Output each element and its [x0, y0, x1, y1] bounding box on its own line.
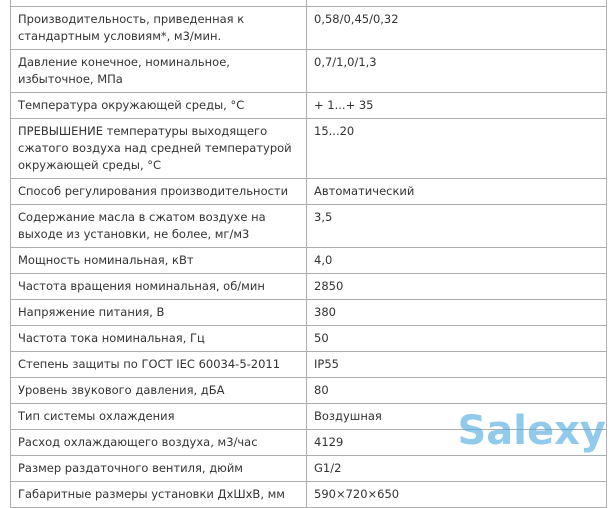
- spec-value: 3,5: [307, 205, 607, 248]
- spec-value: 2850: [307, 274, 607, 300]
- spec-value: G1/2: [307, 456, 607, 482]
- table-row: [11, 50, 607, 93]
- spec-value: 15...20: [307, 119, 607, 179]
- watermark-logo: Salexy: [457, 408, 606, 454]
- table-row: [11, 205, 607, 248]
- table-row: [11, 326, 607, 352]
- spec-value: IP55: [307, 352, 607, 378]
- spec-label: Температура окружающей среды, °С: [11, 93, 307, 119]
- table-row: [11, 456, 607, 482]
- spec-value: 590×720×650: [307, 482, 607, 508]
- table-row: [11, 7, 607, 50]
- spec-label: Размер раздаточного вентиля, дюйм: [11, 456, 307, 482]
- table-row: [11, 482, 607, 508]
- table-row: [11, 93, 607, 119]
- spec-value: 0,7/1,0/1,3: [307, 50, 607, 93]
- spec-label: Давление конечное, номинальное, избыточное, МПа: [11, 50, 307, 93]
- spec-label: Уровень звукового давления, дБА: [11, 378, 307, 404]
- table-row: [11, 300, 607, 326]
- spec-label: ПРЕВЫШЕНИЕ температуры выходящего сжатого воздуха над средней температурой окружающей среды, °С: [11, 119, 307, 179]
- spec-label: Расход охлаждающего воздуха, м3/час: [11, 430, 307, 456]
- spec-value: Воздушная: [307, 404, 607, 430]
- spec-label: Тип системы охлаждения: [11, 404, 307, 430]
- spec-value: + 1...+ 35: [307, 93, 607, 119]
- table-row: [11, 179, 607, 205]
- spec-label: Частота тока номинальная, Гц: [11, 326, 307, 352]
- spec-value: 80: [307, 378, 607, 404]
- spec-value: Автоматический: [307, 179, 607, 205]
- table-row: [11, 352, 607, 378]
- spec-value: 380: [307, 300, 607, 326]
- table-row: [11, 274, 607, 300]
- spec-label: Габаритные размеры установки ДхШхВ, мм: [11, 482, 307, 508]
- spec-label: Частота вращения номинальная, об/мин: [11, 274, 307, 300]
- spec-label: Напряжение питания, В: [11, 300, 307, 326]
- spec-label: Способ регулирования производительности: [11, 179, 307, 205]
- spec-value: 50: [307, 326, 607, 352]
- spec-value: 4129: [307, 430, 607, 456]
- spec-label: Содержание масла в сжатом воздухе на выходе из установки, не более, мг/м3: [11, 205, 307, 248]
- table-row: [11, 378, 607, 404]
- table-row: [11, 119, 607, 179]
- table-row: [11, 248, 607, 274]
- spec-label: Производительность, приведенная к стандартным условиям*, м3/мин.: [11, 7, 307, 50]
- spec-label: Мощность номинальная, кВт: [11, 248, 307, 274]
- spec-label: Степень защиты по ГОСТ IEC 60034-5-2011: [11, 352, 307, 378]
- spec-value: 4,0: [307, 248, 607, 274]
- spec-value: 0,58/0,45/0,32: [307, 7, 607, 50]
